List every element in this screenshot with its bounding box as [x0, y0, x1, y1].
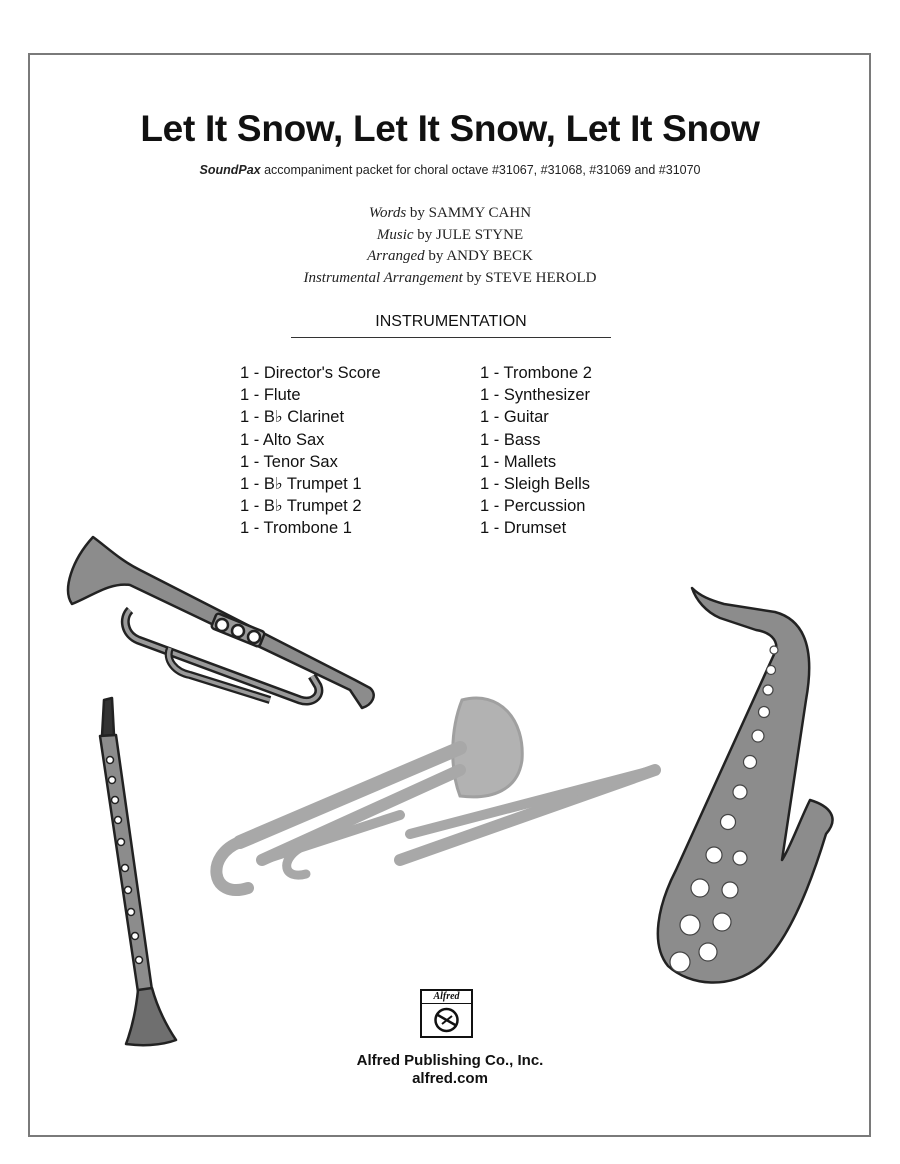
instrumentation-heading: INSTRUMENTATION	[291, 313, 611, 338]
list-item: 1 - Synthesizer	[480, 386, 591, 405]
subtitle-brand: SoundPax	[199, 163, 261, 177]
list-item: 1 - Bass	[480, 430, 541, 449]
credit-arranged: Arranged by ANDY BECK	[367, 248, 533, 264]
list-item: 1 - Trombone 2	[480, 364, 592, 382]
list-item: 1 - B♭ Trumpet 1	[240, 475, 362, 494]
list-item: 1 - Mallets	[480, 452, 557, 471]
saxophone-icon	[658, 588, 833, 983]
trombone-icon	[216, 698, 655, 890]
logo-wordmark: Alfred	[422, 991, 471, 1004]
list-item: 1 - B♭ Trumpet 2	[240, 497, 362, 516]
publisher-name: Alfred Publishing Co., Inc.	[356, 1052, 544, 1069]
list-item: 1 - Tenor Sax	[240, 452, 338, 471]
list-item: 1 - Drumset	[480, 519, 567, 538]
list-item: 1 - Flute	[240, 386, 301, 405]
list-item: 1 - Percussion	[480, 497, 586, 516]
list-item: 1 - Sleigh Bells	[480, 475, 591, 494]
credit-music: Music by JULE STYNE	[376, 226, 524, 243]
page-title: Let It Snow, Let It Snow, Let It Snow	[140, 108, 760, 149]
publisher-info	[0, 1052, 900, 1088]
list-item: 1 - Guitar	[480, 408, 549, 427]
list-item: 1 - Trombone 1	[240, 519, 352, 538]
credit-instrumental: Instrumental Arrangement by STEVE HEROLD	[303, 269, 597, 286]
list-item: 1 - Alto Sax	[240, 430, 325, 449]
list-item: 1 - B♭ Clarinet	[240, 408, 345, 427]
logo-emblem-icon	[422, 1004, 471, 1036]
credit-words: Words by SAMMY CAHN	[368, 205, 532, 221]
trumpet-icon	[68, 537, 374, 708]
alfred-logo	[420, 989, 473, 1038]
list-item: 1 - Director's Score	[240, 364, 381, 382]
publisher-url: alfred.com	[412, 1070, 488, 1087]
subtitle-text: accompaniment packet for choral octave #31067, #31068, #31069 and #31070	[260, 163, 701, 177]
clarinet-icon	[100, 698, 176, 1045]
